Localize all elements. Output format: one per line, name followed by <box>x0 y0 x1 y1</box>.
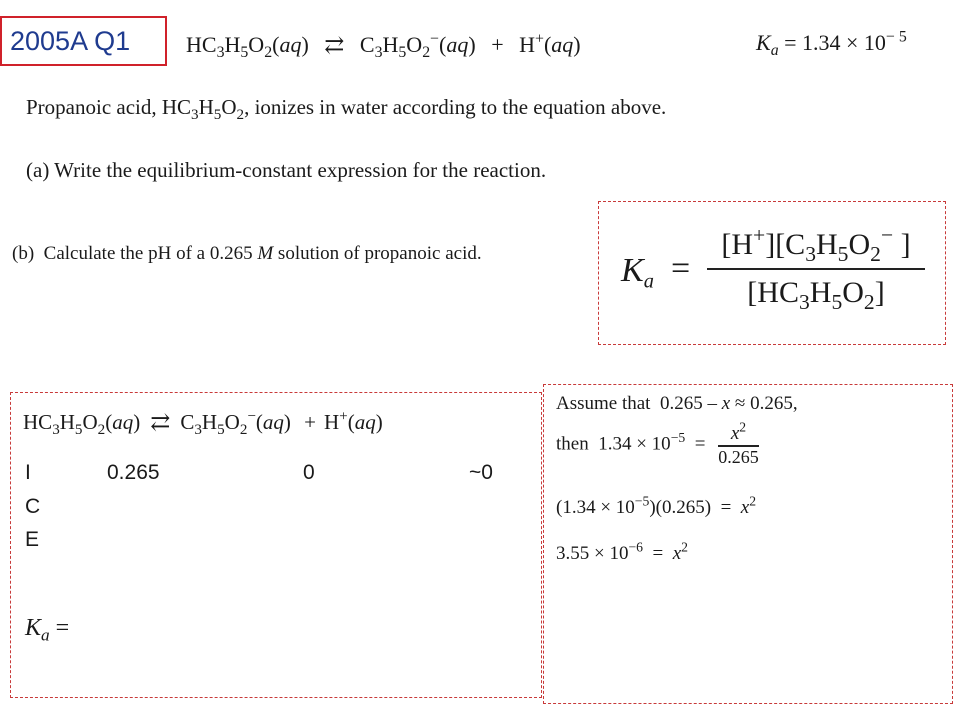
substitution-line: then $1.34 \times 10^{-5}$ = $\frac{x^2}{0.265}$ <box>556 419 759 467</box>
assumption-line: Assume that 0.265 – x ≈ 0.265, <box>556 393 798 414</box>
part-b-text: (b) Calculate the pH of a 0.265 M solution of propanoic acid. <box>12 243 482 264</box>
substitution-fraction: $\frac{x^2}{0.265}$ <box>718 419 759 467</box>
rearrange-line: $(1.34 \times 10^{-5})(0.265) = x^2$ <box>556 493 757 518</box>
ka-equals: = <box>671 250 691 287</box>
ice-table-box <box>10 392 542 698</box>
ka-expression-box <box>598 201 946 345</box>
result-line: $3.55 \times 10^{-6} = x^2$ <box>556 539 689 564</box>
ice-row-label-i: I <box>25 461 31 484</box>
ice-initial-anion: 0 <box>303 461 315 484</box>
ice-ka-label: $K_a$ = <box>25 615 70 645</box>
fraction-bar <box>707 268 925 270</box>
reaction-equation <box>186 30 581 62</box>
ka-symbol: $K_a$ <box>621 252 654 293</box>
ice-row-label-e: E <box>25 528 40 551</box>
plus-sign: + <box>491 32 504 57</box>
slide-label: 2005A Q1 <box>0 16 167 66</box>
work-box <box>543 384 953 704</box>
equilibrium-arrow-icon: ⇄ <box>324 33 345 59</box>
ka-value: $K_a = 1.34 \times 10^{- 5}$ <box>756 28 907 60</box>
intro-text: Propanoic acid, $HC_3H_5O_2$, ionizes in water according to the equation above. <box>26 95 667 123</box>
ice-initial-acid: 0.265 <box>107 461 160 484</box>
ice-header: $HC_3H_5O_2(aq)$ ⇄ $C_3H_5O_2^-(aq) + H^+(aq)$ <box>23 408 383 438</box>
reactant-formula: $HC_3H_5O_2(aq)$ <box>186 32 309 62</box>
product2-formula: H+(aq) <box>519 30 581 57</box>
ka-numerator: $[H^+][C_3H_5O_2^-$ ] <box>721 223 911 266</box>
part-a-text: (a) Write the equilibrium-constant expression for the reaction. <box>26 158 547 182</box>
ka-denominator: $[HC_3H_5O_2]$ <box>747 276 885 314</box>
ice-initial-hydrogen: ~0 <box>469 461 493 484</box>
product1-formula: $C_3H_5O_2^-(aq)$ <box>359 30 476 62</box>
ka-fraction <box>707 223 925 314</box>
ice-row-label-c: C <box>25 495 41 518</box>
